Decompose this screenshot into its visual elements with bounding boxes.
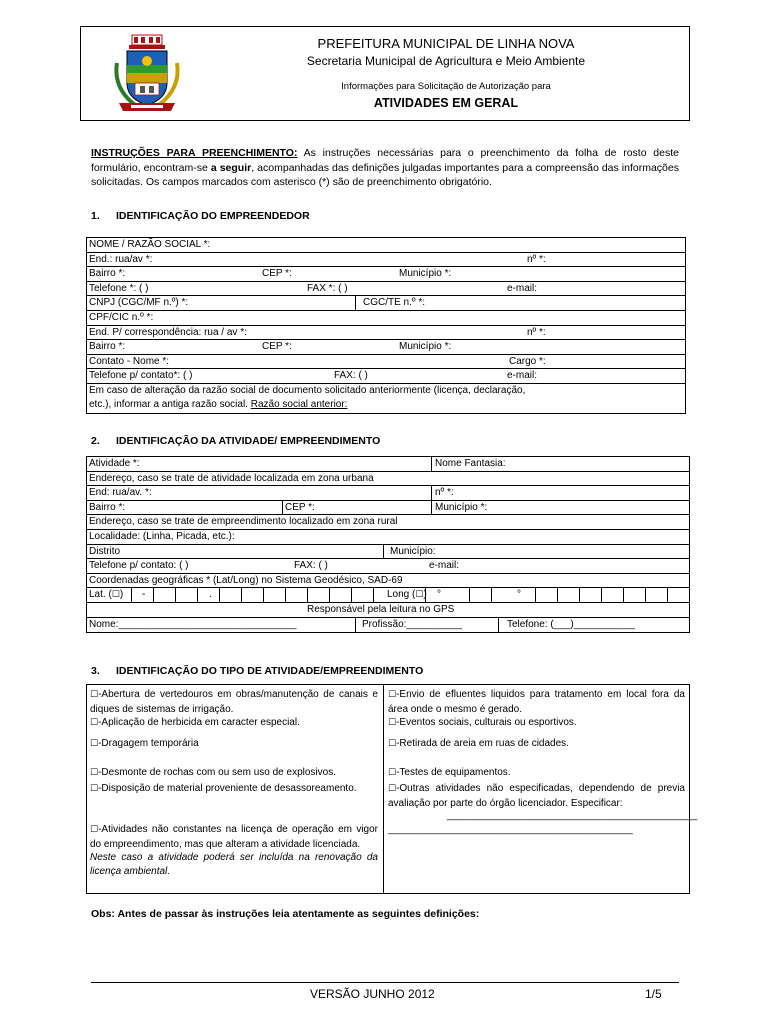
cell-divider [131, 588, 132, 602]
option-sand-removal[interactable] [388, 737, 685, 752]
version-label: VERSÃO JUNHO 2012 [310, 987, 435, 1001]
specify-line-1[interactable]: _____________________________________________ [447, 810, 698, 821]
checkbox-icon[interactable]: ☐ [90, 825, 99, 835]
responsible-name-line[interactable]: ________________________________ [118, 618, 297, 630]
checkbox-icon[interactable]: ☐ [90, 718, 99, 728]
table-row [87, 340, 685, 355]
section-1-title: IDENTIFICAÇÃO DO EMPREENDEDOR [116, 210, 310, 222]
coordinates-row [87, 588, 689, 603]
field-municipality[interactable]: Município *: [435, 501, 488, 513]
cell-divider [263, 588, 264, 602]
previous-name-note-2 [89, 398, 347, 412]
instructions-bold: a seguir [210, 161, 252, 174]
checkbox-icon[interactable]: ☐ [388, 768, 397, 778]
section-1-number: 1. [91, 210, 100, 222]
field-number-2[interactable]: nº *: [527, 326, 546, 338]
checkbox-icon[interactable]: ☐ [388, 718, 397, 728]
latitude-hemisphere-checkbox[interactable]: ☐ [111, 590, 120, 601]
longitude-minute-mark: ° [517, 589, 521, 601]
field-position[interactable]: Cargo *: [509, 355, 546, 367]
cell-divider [355, 618, 356, 633]
instructions-paragraph [91, 146, 679, 190]
field-municipality[interactable]: Município *: [399, 268, 452, 280]
option-other-activities[interactable] [388, 782, 685, 810]
section-3-title: IDENTIFICAÇÃO DO TIPO DE ATIVIDADE/EMPREENDIMENTO [116, 665, 424, 677]
checkbox-icon[interactable]: ☐ [90, 739, 99, 749]
table-row [87, 267, 685, 282]
cell-divider [667, 588, 668, 602]
option-spillways[interactable] [90, 688, 378, 716]
cell-divider [645, 588, 646, 602]
table-row [87, 296, 685, 311]
field-fax[interactable]: FAX: ( ) [294, 560, 328, 572]
field-neighborhood-2[interactable]: Bairro *: [89, 341, 126, 353]
field-neighborhood[interactable]: Bairro *: [89, 501, 126, 513]
cell-divider [241, 588, 242, 602]
table-row [87, 238, 685, 253]
cell-divider [425, 588, 426, 602]
field-trade-name[interactable]: Nome Fantasia: [435, 458, 506, 469]
cell-divider [498, 618, 499, 633]
option-unlisted-activities[interactable] [90, 823, 378, 878]
longitude-label-text: Long ( [387, 589, 416, 601]
field-cep-2[interactable]: CEP *: [262, 341, 292, 353]
longitude-label-close: ) [423, 589, 427, 601]
cell-divider [329, 588, 330, 602]
table-row [87, 457, 689, 472]
observation-note: Obs: Antes de passar às instruções leia atentamente as seguintes definições: [91, 908, 480, 920]
latitude-label [89, 588, 123, 602]
option-label: -Eventos sociais, culturais ou esportivos. [396, 717, 577, 728]
profession-line[interactable]: __________ [406, 618, 463, 630]
field-profession[interactable] [362, 618, 462, 632]
section-2-number: 2. [91, 435, 100, 447]
option-rock-blasting[interactable] [90, 766, 378, 781]
cell-divider [431, 501, 432, 515]
field-name[interactable]: NOME / RAZÃO SOCIAL *: [89, 239, 211, 250]
section-3-number: 3. [91, 665, 100, 677]
field-fax[interactable]: FAX *: ( ) [307, 282, 348, 294]
renewal-note-end: . [167, 865, 171, 877]
option-label: -Abertura de vertedouros em obras/manutenção de canais e diques de sistemas de irrigação. [90, 689, 378, 715]
page-number: 1/5 [645, 987, 662, 1001]
checkbox-icon[interactable]: ☐ [90, 690, 99, 700]
section-3-heading [91, 665, 423, 677]
cell-divider [491, 588, 492, 602]
table-row [87, 384, 685, 413]
municipality-title: PREFEITURA MUNICIPAL DE LINHA NOVA [317, 36, 575, 51]
responsible-phone-line[interactable]: ___________ [573, 618, 635, 630]
urban-address-heading: Endereço, caso se trate de atividade localizada em zona urbana [89, 472, 374, 484]
section-1-heading [91, 210, 310, 222]
footer-divider [91, 982, 679, 983]
option-herbicide[interactable] [90, 716, 378, 731]
field-contact-phone[interactable]: Telefone p/ contato*: ( ) [89, 370, 193, 382]
checkbox-icon[interactable]: ☐ [90, 784, 99, 794]
field-phone[interactable]: Telefone *: ( ) [89, 282, 149, 294]
specify-line-2[interactable]: ____________________________________________ [388, 824, 633, 835]
table-row [87, 282, 685, 297]
field-correspondence-address[interactable]: End. P/ correspondência: rua / av *: [89, 326, 247, 338]
field-municipality-2[interactable]: Município: [390, 545, 436, 557]
table-row [87, 618, 689, 633]
municipal-coat-of-arms-icon [107, 33, 187, 117]
checkbox-icon[interactable]: ☐ [90, 768, 99, 778]
cell-divider [469, 588, 470, 602]
field-activity[interactable]: Atividade *: [89, 458, 140, 469]
option-equipment-tests[interactable] [388, 766, 685, 781]
latitude-dot: . [209, 589, 212, 601]
option-label: -Disposição de material proveniente de desassoreamento. [98, 783, 357, 794]
field-email[interactable]: e-mail: [429, 560, 460, 572]
table-row [87, 311, 685, 326]
previous-name-field[interactable]: Razão social anterior: [250, 398, 348, 410]
rural-address-heading: Endereço, caso se trate de empreendimento localizado em zona rural [89, 516, 398, 528]
cell-divider [623, 588, 624, 602]
option-label: -Testes de equipamentos. [396, 767, 511, 778]
section-1-table [86, 237, 686, 414]
table-row [87, 545, 689, 560]
responsible-phone-label: Telefone: (___) [507, 618, 574, 630]
option-label: -Atividades não constantes na licença de operação em vigor do empreendimento, mas que alteram a atividade licenciada. [90, 824, 378, 850]
cell-divider [431, 457, 432, 471]
instructions-text-1: As instruções necessárias para o preenchimento da folha de rosto deste formulário, encontram-se [91, 147, 679, 174]
page-number-rule [645, 982, 675, 983]
cell-divider [373, 588, 374, 602]
section-2-heading [91, 435, 380, 447]
cell-divider [601, 588, 602, 602]
table-row [87, 530, 689, 545]
cell-divider [535, 588, 536, 602]
cell-divider [175, 588, 176, 602]
option-dredging[interactable] [90, 737, 378, 752]
option-label: -Retirada de areia em ruas de cidades. [396, 738, 569, 749]
profession-label: Profissão: [362, 618, 407, 630]
cell-divider [197, 588, 198, 602]
cell-divider [431, 486, 432, 500]
option-label: -Outras atividades não especificadas, dependendo de previa avaliação por parte do órgão licenciador. Especificar: [388, 783, 685, 809]
department-subtitle: Secretaria Municipal de Agricultura e Meio Ambiente [306, 54, 586, 68]
latitude-label-close: ) [119, 589, 124, 601]
field-contact-name[interactable]: Contato - Nome *: [89, 355, 170, 367]
field-cgc[interactable]: CGC/TE n.º *: [363, 297, 425, 309]
field-cnpj[interactable]: CNPJ (CGC/MF n.º) *: [89, 297, 189, 309]
form-title: ATIVIDADES EM GERAL [373, 96, 519, 110]
field-number[interactable]: nº *: [527, 253, 546, 265]
table-row [87, 501, 689, 516]
longitude-degree: ° [437, 589, 441, 601]
table-row [87, 574, 689, 589]
longitude-hemisphere-checkbox[interactable]: ☐ [415, 590, 424, 601]
field-address[interactable]: End: rua/av. *: [89, 487, 152, 499]
cell-divider [383, 545, 384, 559]
field-cpf[interactable]: CPF/CIC n.º *: [89, 311, 154, 323]
instructions-text-2: , acompanhadas das definições julgadas importantes para a compreensão das informações solicitadas. Os campos marcados com asterisco (*) são de preenchimento obrigatório. [91, 161, 679, 188]
option-label: -Envio de efluentes liquidos para tratamento em local fora da área onde o mesmo é gerado. [388, 689, 685, 715]
table-row [87, 472, 689, 487]
field-neighborhood[interactable]: Bairro *: [89, 268, 126, 280]
longitude-label [387, 588, 427, 602]
field-district[interactable]: Distrito [89, 545, 121, 557]
cell-divider [307, 588, 308, 602]
header-box [80, 26, 690, 121]
field-cep[interactable]: CEP *: [262, 268, 292, 280]
table-row [87, 559, 689, 574]
form-info: Informações para Solicitação de Autorização para [341, 81, 551, 92]
cell-divider [579, 588, 580, 602]
field-address[interactable]: End.: rua/av *: [89, 253, 153, 265]
previous-name-note-1: Em caso de alteração da razão social de documento solicitado anteriormente (licença, declaração, [89, 384, 526, 396]
gps-responsible-heading: Responsável pela leitura no GPS [307, 603, 455, 615]
latitude-label-text: Lat. ( [89, 589, 112, 601]
field-municipality-2[interactable]: Município *: [399, 341, 452, 353]
field-email[interactable]: e-mail: [507, 282, 538, 294]
cell-divider [282, 501, 283, 515]
field-fax-2[interactable]: FAX: ( ) [334, 370, 368, 382]
table-row [87, 603, 689, 618]
cell-divider [355, 296, 356, 310]
field-responsible-phone[interactable] [507, 618, 635, 632]
option-label: -Aplicação de herbicida em caracter especial. [98, 717, 300, 728]
renewal-note: Neste caso a atividade poderá ser incluída na renovação da licença ambiental [90, 852, 378, 877]
table-row [87, 369, 685, 384]
field-responsible-name[interactable] [89, 618, 296, 632]
field-contact-phone[interactable]: Telefone p/ contato: ( ) [89, 560, 189, 572]
cell-divider [285, 588, 286, 602]
section-3-options [86, 684, 698, 894]
option-events[interactable] [388, 716, 685, 731]
table-row [87, 253, 685, 268]
cell-divider [557, 588, 558, 602]
table-row [87, 515, 689, 530]
previous-name-note-text: etc.), informar a antiga razão social. [89, 398, 251, 410]
field-number[interactable]: nº *: [435, 487, 454, 499]
field-email-2[interactable]: e-mail: [507, 370, 538, 382]
table-row [87, 326, 685, 341]
checkbox-icon[interactable]: ☐ [388, 690, 397, 700]
column-divider [383, 685, 384, 893]
table-row [87, 355, 685, 370]
option-label: -Dragagem temporária [98, 738, 199, 749]
checkbox-icon[interactable]: ☐ [388, 784, 397, 794]
section-2-title: IDENTIFICAÇÃO DA ATIVIDADE/ EMPREENDIMENTO [116, 435, 381, 447]
option-effluent-transfer[interactable] [388, 688, 685, 716]
cell-divider [153, 588, 154, 602]
option-silt-disposal[interactable] [90, 782, 378, 797]
section-2-table [86, 456, 690, 633]
responsible-name-label: Nome: [89, 618, 119, 630]
field-locality[interactable]: Localidade: (Linha, Picada, etc.): [89, 530, 235, 542]
instructions-label: INSTRUÇÕES PARA PREENCHIMENTO: [91, 147, 298, 159]
table-row [87, 486, 689, 501]
cell-divider [219, 588, 220, 602]
field-cep[interactable]: CEP *: [285, 501, 315, 513]
latitude-dash: - [142, 589, 146, 601]
option-label: -Desmonte de rochas com ou sem uso de explosivos. [98, 767, 336, 778]
cell-divider [351, 588, 352, 602]
coordinates-heading: Coordenadas geográficas * (Lat/Long) no Sistema Geodésico, SAD-69 [89, 574, 403, 586]
checkbox-icon[interactable]: ☐ [388, 739, 397, 749]
